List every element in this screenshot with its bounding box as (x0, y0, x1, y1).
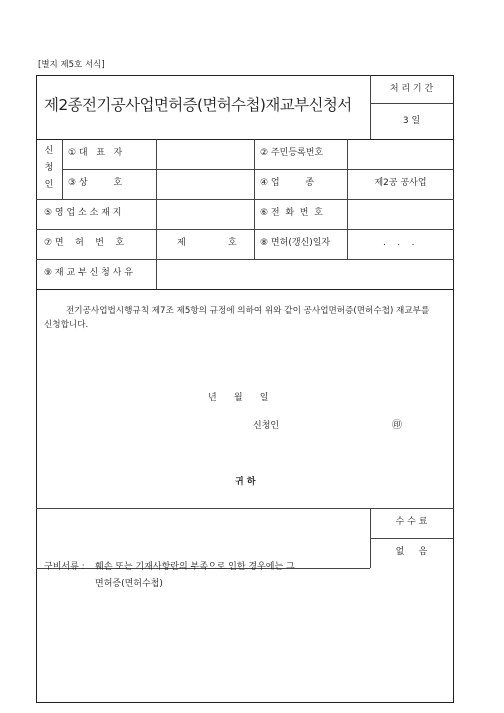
license-number-suffix: 호 (228, 238, 237, 248)
office-location-field[interactable] (157, 200, 253, 228)
phone-number-label: ⑥ 전 화 번 호 (260, 208, 323, 218)
license-date-label: ⑧ 면허(갱신)일자 (260, 238, 331, 248)
addressee: 귀 하 (235, 477, 256, 487)
reissue-reason-field[interactable] (157, 260, 452, 288)
fee-value: 없 음 (395, 547, 428, 557)
processing-period-value: 3 일 (402, 116, 421, 126)
business-type-value[interactable]: 제2공 공사업 (374, 178, 427, 188)
fee-label: 수 수 료 (395, 517, 428, 527)
office-location-label: ⑤ 영 업 소 소 재 지 (44, 208, 122, 218)
form-title: 제2종전기공사업면허증(면허수첩)재교부신청서 (44, 96, 352, 114)
license-number-label: ⑦ 면 허 번 호 (44, 238, 125, 248)
processing-period-label: 처 리 기 간 (389, 84, 434, 94)
license-number-prefix: 제 (177, 238, 186, 248)
resident-number-label: ② 주민등록번호 (260, 148, 324, 158)
required-docs-label: 구비서류 : (44, 562, 85, 572)
form-tag: [별지 제5호 서식] (38, 60, 105, 70)
required-docs-text: 훼손 또는 기재사항란의 부족으로 인한 경우에는 그 (95, 562, 295, 572)
applicant-sign-label: 신청인 (253, 421, 280, 431)
phone-number-field[interactable] (348, 200, 452, 228)
resident-number-field[interactable] (348, 140, 452, 168)
required-docs-text-2: 면허증(면허수첩) (95, 579, 163, 589)
representative-field[interactable] (157, 140, 253, 168)
statement-text: 전기공사업법시행규칙 제7조 제5항의 규정에 의하여 위와 같이 공사업면허증(면허수첩) 재교부를 신청합니다. (44, 306, 430, 330)
date-line: 년 월 일 (208, 393, 269, 403)
seal-mark: ㊞ (392, 420, 402, 431)
license-date-value[interactable]: . . . (383, 238, 415, 248)
business-type-label: ④ 업 종 (260, 178, 315, 188)
representative-label: ① 대 표 자 (68, 148, 123, 158)
trade-name-field[interactable] (157, 170, 253, 198)
trade-name-label: ③ 상 호 (68, 178, 123, 188)
reissue-reason-label: ⑨ 재 교 부 신 청 사 유 (44, 268, 133, 278)
